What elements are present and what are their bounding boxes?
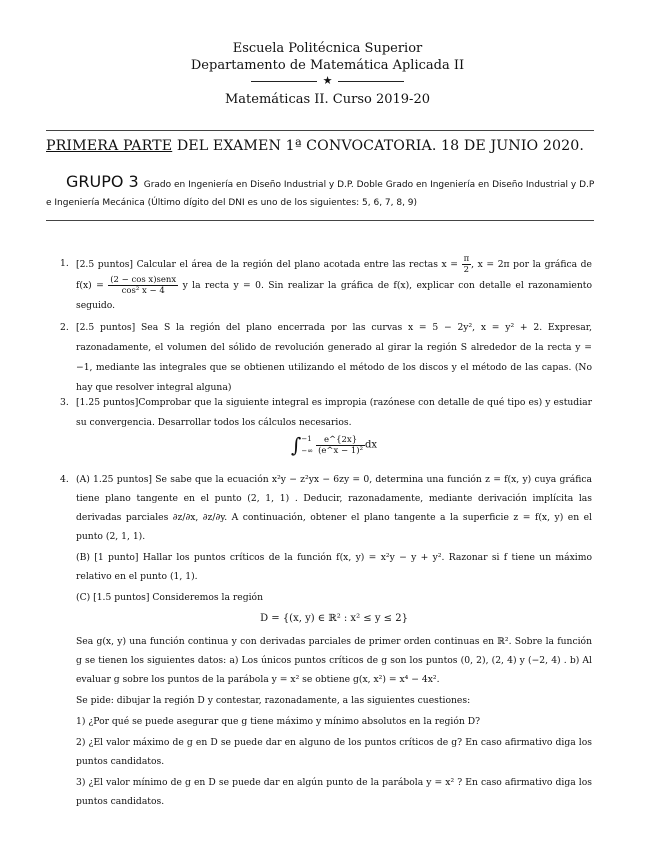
differential: dx	[365, 439, 378, 451]
integrand-numerator: e^{2x}	[316, 435, 365, 446]
question-number: 2.	[60, 322, 69, 333]
department-name: Departamento de Matemática Aplicada II	[190, 58, 465, 73]
question-4	[60, 470, 592, 811]
question-number: 3.	[60, 397, 69, 408]
integrand-denominator: (e^x − 1)²	[318, 445, 363, 456]
exam-title	[46, 138, 606, 154]
q4-subquestion-2: 2) ¿El valor máximo de g en D se puede dar en alguno de los puntos críticos de g? En caso afirmativo diga los puntos candidatos.	[76, 737, 592, 767]
pi-half-fraction	[462, 254, 472, 275]
q4-part-c-intro: (C) [1.5 puntos] Consideremos la región	[76, 592, 263, 603]
course-title: Matemáticas II. Curso 2019-20	[225, 92, 430, 107]
integral-limits	[301, 433, 313, 457]
lower-limit: −∞	[301, 447, 314, 455]
question-number: 1.	[60, 258, 69, 269]
improper-integral	[76, 433, 592, 457]
q1-text-a: [2.5 puntos] Calcular el área de la región del plano acotada entre las rectas x =	[76, 259, 462, 270]
q4-part-b: (B) [1 punto] Hallar los puntos críticos de la función f(x, y) = x²y − y + y². Razonar si f tiene un máximo relativo en el punto (1, 1).	[76, 552, 592, 582]
ornament	[0, 75, 655, 87]
q2-text: [2.5 puntos] Sea S la región del plano encerrada por las curvas x = 5 − 2y², x = y² + 2. Expresar, razonadamente, el volumen del sólido de revolución generado al girar la región S alrededor de la recta y = −1, mediante las integrales que se obtienen utilizando el método de los discos y el método de las capas. (No hay que resolver integral alguna)	[76, 322, 592, 393]
group-label: GRUPO 3	[66, 172, 139, 191]
q3-text: [1.25 puntos]Comprobar que la siguiente integral es impropia (razónese con detalle de qué tipo es) y estudiar su convergencia. Desarrollar todos los cálculos necesarios.	[76, 397, 592, 428]
q4-subquestion-1: 1) ¿Por qué se puede asegurar que g tiene máximo y mínimo absolutos en la región D?	[76, 716, 481, 727]
q4-subquestion-3: 3) ¿El valor mínimo de g en D se puede dar en algún punto de la parábola y = x² ? En caso afirmativo diga los puntos candidatos.	[76, 777, 592, 807]
pi-numerator: π	[463, 254, 470, 264]
upper-limit: −1	[301, 435, 312, 443]
school-name: Escuela Politécnica Superior	[232, 41, 423, 56]
question-number: 4.	[60, 474, 69, 485]
exam-title-rest: DEL EXAMEN 1ª CONVOCATORIA. 18 DE JUNIO 2020.	[172, 138, 584, 154]
header	[0, 40, 655, 108]
question-3	[60, 393, 592, 457]
divider-top	[46, 130, 594, 131]
exam-part: PRIMERA PARTE	[46, 138, 173, 154]
star-icon: ★	[322, 74, 333, 87]
q4-part-c-request: Se pide: dibujar la región D y contestar, razonadamente, a las siguientes cuestiones:	[76, 695, 471, 706]
integral-sign: ∫	[290, 433, 302, 457]
divider-bottom	[46, 220, 594, 221]
q4-part-a: (A) 1.25 puntos] Se sabe que la ecuación x²y − z²yx − 6zy = 0, determina una función z = f(x, y) cuya gráfica tiene plano tangente en el punto (2, 1, 1) . Deducir, razonadamente, mediante derivación implícita las derivadas parciales ∂z/∂x, ∂z/∂y. A continuación, obtener el plano tangente a la superficie z = f(x, y) en el punto (2, 1, 1).	[76, 474, 592, 542]
group-line	[46, 173, 602, 212]
q1-text-c: y la recta y = 0. Sin realizar la gráfica de f(x), explicar con detalle el razonamiento seguido.	[76, 280, 593, 311]
region-definition: D = {(x, y) ∈ ℝ² : x² ≤ y ≤ 2}	[260, 613, 408, 624]
question-2	[60, 318, 592, 398]
ornament-line-right	[338, 81, 404, 82]
question-1	[60, 254, 593, 316]
integrand-fraction	[316, 435, 365, 456]
function-numerator: (2 − cos x)senx	[110, 275, 177, 285]
function-denominator: cos² x − 4	[121, 286, 165, 296]
group-description: Grado en Ingeniería en Diseño Industrial y D.P. Doble Grado en Ingeniería en Diseño Industrial y D.P e Ingeniería Mecánica (Último dígito del DNI es uno de los siguientes: 5, 6, 7, 8, 9)	[46, 180, 595, 208]
function-fraction	[108, 275, 178, 296]
q4-part-c-data: Sea g(x, y) una función continua y con derivadas parciales de primer orden continuas en ℝ². Sobre la función g se tienen los siguientes datos: a) Los únicos puntos críticos de g son los puntos (0, 2), (2, 4) y (−2, 4) . b) Al evaluar g sobre los puntos de la parábola y = x² se obtiene g(x, x²) = x⁴ − 4x².	[76, 636, 592, 685]
ornament-line-left	[251, 81, 317, 82]
pi-denominator: 2	[463, 265, 470, 275]
q1-text-b: , x = 2π por la gráfica de f(x) =	[76, 259, 592, 291]
